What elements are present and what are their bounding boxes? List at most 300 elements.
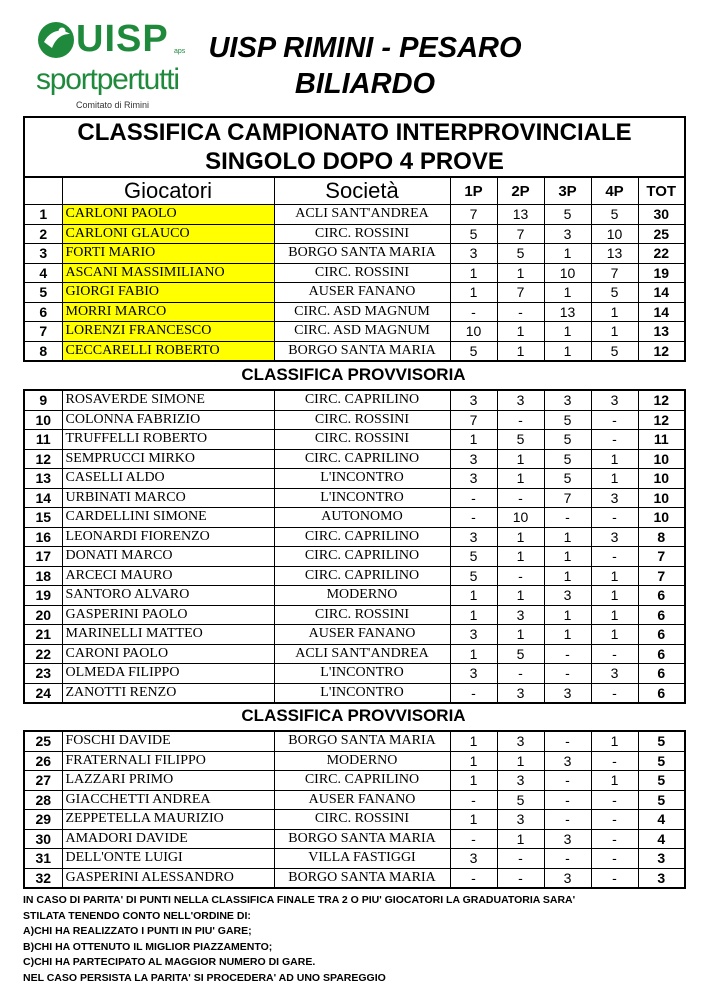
table-row bbox=[24, 751, 685, 771]
table-row bbox=[24, 644, 685, 664]
score-2p-cell: 13 bbox=[497, 205, 544, 225]
rank-cell: 7 bbox=[24, 322, 62, 342]
score-4p-cell: 1 bbox=[591, 771, 638, 791]
club-cell: AUSER FANANO bbox=[274, 283, 450, 303]
table-row bbox=[24, 302, 685, 322]
total-cell: 5 bbox=[638, 790, 685, 810]
rank-cell: 30 bbox=[24, 829, 62, 849]
score-4p-cell: 1 bbox=[591, 302, 638, 322]
score-3p-cell: - bbox=[544, 731, 591, 751]
player-name-cell: FORTI MARIO bbox=[62, 244, 274, 264]
table-row bbox=[24, 731, 685, 751]
score-1p-cell: - bbox=[450, 302, 497, 322]
table-row bbox=[24, 263, 685, 283]
score-4p-cell: 3 bbox=[591, 390, 638, 410]
club-cell: MODERNO bbox=[274, 586, 450, 606]
score-2p-cell: 7 bbox=[497, 224, 544, 244]
player-name-cell: MORRI MARCO bbox=[62, 302, 274, 322]
score-1p-cell: 10 bbox=[450, 322, 497, 342]
col-header-1p: 1P bbox=[450, 177, 497, 205]
player-name-cell: ARCECI MAURO bbox=[62, 566, 274, 586]
table-row bbox=[24, 322, 685, 342]
document-title: UISP RIMINI - PESARO bbox=[208, 32, 522, 64]
rank-cell: 23 bbox=[24, 664, 62, 684]
total-cell: 30 bbox=[638, 205, 685, 225]
score-1p-cell: 5 bbox=[450, 566, 497, 586]
provisional-table-1 bbox=[23, 389, 686, 704]
score-1p-cell: 1 bbox=[450, 644, 497, 664]
score-2p-cell: 3 bbox=[497, 683, 544, 703]
score-2p-cell: 1 bbox=[497, 263, 544, 283]
score-1p-cell: 1 bbox=[450, 751, 497, 771]
logo-aps: aps bbox=[174, 48, 186, 55]
table-row bbox=[24, 849, 685, 869]
score-4p-cell: 3 bbox=[591, 664, 638, 684]
section2-title: CLASSIFICA PROVVISORIA bbox=[241, 365, 466, 384]
score-3p-cell: 1 bbox=[544, 605, 591, 625]
score-2p-cell: 1 bbox=[497, 341, 544, 361]
score-2p-cell: 5 bbox=[497, 644, 544, 664]
club-cell: CIRC. ROSSINI bbox=[274, 410, 450, 430]
col-header-2p: 2P bbox=[497, 177, 544, 205]
col-header-tot: TOT bbox=[638, 177, 685, 205]
player-name-cell: DELL'ONTE LUIGI bbox=[62, 849, 274, 869]
club-cell: CIRC. ROSSINI bbox=[274, 263, 450, 283]
score-3p-cell: 1 bbox=[544, 322, 591, 342]
player-name-cell: ROSAVERDE SIMONE bbox=[62, 390, 274, 410]
club-cell: VILLA FASTIGGI bbox=[274, 849, 450, 869]
club-cell: CIRC. ROSSINI bbox=[274, 605, 450, 625]
score-1p-cell: - bbox=[450, 868, 497, 888]
player-name-cell: CARLONI PAOLO bbox=[62, 205, 274, 225]
score-3p-cell: - bbox=[544, 810, 591, 830]
rank-cell: 12 bbox=[24, 449, 62, 469]
main-table-title-line1: CLASSIFICA CAMPIONATO INTERPROVINCIALE bbox=[77, 119, 632, 146]
table-row bbox=[24, 586, 685, 606]
rank-cell: 10 bbox=[24, 410, 62, 430]
total-cell: 6 bbox=[638, 683, 685, 703]
total-cell: 5 bbox=[638, 771, 685, 791]
total-cell: 6 bbox=[638, 664, 685, 684]
total-cell: 12 bbox=[638, 390, 685, 410]
score-3p-cell: 1 bbox=[544, 341, 591, 361]
score-2p-cell: - bbox=[497, 566, 544, 586]
table-row bbox=[24, 829, 685, 849]
score-4p-cell: 1 bbox=[591, 586, 638, 606]
club-cell: AUTONOMO bbox=[274, 508, 450, 528]
club-cell: BORGO SANTA MARIA bbox=[274, 868, 450, 888]
total-cell: 12 bbox=[638, 410, 685, 430]
club-cell: ACLI SANT'ANDREA bbox=[274, 644, 450, 664]
rank-cell: 13 bbox=[24, 469, 62, 489]
score-2p-cell: 3 bbox=[497, 390, 544, 410]
club-cell: CIRC. CAPRILINO bbox=[274, 547, 450, 567]
logo-committee: Comitato di Rimini bbox=[76, 100, 150, 110]
main-standings-table bbox=[23, 116, 686, 362]
table-row bbox=[24, 508, 685, 528]
table-row bbox=[24, 244, 685, 264]
note-line: A)CHI HA REALIZZATO I PUNTI IN PIU' GARE; bbox=[23, 925, 252, 937]
score-1p-cell: 3 bbox=[450, 390, 497, 410]
rank-cell: 9 bbox=[24, 390, 62, 410]
score-2p-cell: 1 bbox=[497, 751, 544, 771]
score-4p-cell: 3 bbox=[591, 527, 638, 547]
provisional-table-2 bbox=[23, 730, 686, 889]
score-4p-cell: - bbox=[591, 829, 638, 849]
col-header-4p: 4P bbox=[591, 177, 638, 205]
club-cell: BORGO SANTA MARIA bbox=[274, 244, 450, 264]
score-4p-cell: 5 bbox=[591, 341, 638, 361]
rank-cell: 22 bbox=[24, 644, 62, 664]
table-row bbox=[24, 810, 685, 830]
player-name-cell: CASELLI ALDO bbox=[62, 469, 274, 489]
uisp-logo bbox=[36, 18, 186, 113]
score-1p-cell: 5 bbox=[450, 224, 497, 244]
score-3p-cell: - bbox=[544, 771, 591, 791]
total-cell: 3 bbox=[638, 868, 685, 888]
score-1p-cell: 1 bbox=[450, 586, 497, 606]
score-1p-cell: 5 bbox=[450, 547, 497, 567]
player-name-cell: FOSCHI DAVIDE bbox=[62, 731, 274, 751]
score-3p-cell: 3 bbox=[544, 586, 591, 606]
score-4p-cell: - bbox=[591, 868, 638, 888]
score-3p-cell: 3 bbox=[544, 751, 591, 771]
table-row bbox=[24, 790, 685, 810]
total-cell: 8 bbox=[638, 527, 685, 547]
player-name-cell: CARONI PAOLO bbox=[62, 644, 274, 664]
total-cell: 5 bbox=[638, 731, 685, 751]
total-cell: 10 bbox=[638, 469, 685, 489]
score-4p-cell: - bbox=[591, 644, 638, 664]
score-3p-cell: 5 bbox=[544, 410, 591, 430]
club-cell: CIRC. ROSSINI bbox=[274, 224, 450, 244]
table-row bbox=[24, 488, 685, 508]
score-2p-cell: 1 bbox=[497, 449, 544, 469]
score-4p-cell: - bbox=[591, 430, 638, 450]
club-cell: L'INCONTRO bbox=[274, 683, 450, 703]
score-1p-cell: 3 bbox=[450, 849, 497, 869]
table-row bbox=[24, 625, 685, 645]
total-cell: 7 bbox=[638, 547, 685, 567]
score-2p-cell: - bbox=[497, 664, 544, 684]
player-name-cell: CARLONI GLAUCO bbox=[62, 224, 274, 244]
provisional-table-2-body bbox=[24, 731, 685, 888]
club-cell: AUSER FANANO bbox=[274, 790, 450, 810]
rank-cell: 21 bbox=[24, 625, 62, 645]
table-row bbox=[24, 430, 685, 450]
score-4p-cell: 3 bbox=[591, 488, 638, 508]
rank-cell: 19 bbox=[24, 586, 62, 606]
score-2p-cell: 7 bbox=[497, 283, 544, 303]
rank-cell: 8 bbox=[24, 341, 62, 361]
player-name-cell: ASCANI MASSIMILIANO bbox=[62, 263, 274, 283]
rank-cell: 3 bbox=[24, 244, 62, 264]
rank-cell: 14 bbox=[24, 488, 62, 508]
player-name-cell: LAZZARI PRIMO bbox=[62, 771, 274, 791]
score-2p-cell: 1 bbox=[497, 547, 544, 567]
rank-cell: 11 bbox=[24, 430, 62, 450]
table-row bbox=[24, 527, 685, 547]
score-3p-cell: 1 bbox=[544, 244, 591, 264]
player-name-cell: SEMPRUCCI MIRKO bbox=[62, 449, 274, 469]
note-line: NEL CASO PERSISTA LA PARITA' SI PROCEDERA' AD UNO SPAREGGIO bbox=[23, 971, 386, 984]
rank-cell: 16 bbox=[24, 527, 62, 547]
score-3p-cell: 7 bbox=[544, 488, 591, 508]
player-name-cell: SANTORO ALVARO bbox=[62, 586, 274, 606]
score-2p-cell: 10 bbox=[497, 508, 544, 528]
main-table-title bbox=[24, 117, 685, 177]
rank-cell: 26 bbox=[24, 751, 62, 771]
table-row bbox=[24, 683, 685, 703]
score-3p-cell: 1 bbox=[544, 283, 591, 303]
total-cell: 12 bbox=[638, 341, 685, 361]
score-3p-cell: 5 bbox=[544, 205, 591, 225]
table-row bbox=[24, 868, 685, 888]
score-2p-cell: 5 bbox=[497, 430, 544, 450]
score-3p-cell: - bbox=[544, 790, 591, 810]
score-3p-cell: 5 bbox=[544, 449, 591, 469]
total-cell: 6 bbox=[638, 586, 685, 606]
player-name-cell: CECCARELLI ROBERTO bbox=[62, 341, 274, 361]
score-3p-cell: 1 bbox=[544, 625, 591, 645]
table-row bbox=[24, 341, 685, 361]
score-3p-cell: 10 bbox=[544, 263, 591, 283]
main-table-body bbox=[24, 205, 685, 362]
player-name-cell: MARINELLI MATTEO bbox=[62, 625, 274, 645]
score-4p-cell: - bbox=[591, 547, 638, 567]
uisp-athlete-icon bbox=[36, 20, 76, 60]
score-1p-cell: - bbox=[450, 488, 497, 508]
score-4p-cell: 5 bbox=[591, 283, 638, 303]
table-row bbox=[24, 547, 685, 567]
score-2p-cell: 1 bbox=[497, 829, 544, 849]
rank-cell: 5 bbox=[24, 283, 62, 303]
table-row bbox=[24, 771, 685, 791]
score-3p-cell: 3 bbox=[544, 683, 591, 703]
club-cell: L'INCONTRO bbox=[274, 488, 450, 508]
score-3p-cell: 3 bbox=[544, 224, 591, 244]
total-cell: 5 bbox=[638, 751, 685, 771]
score-2p-cell: - bbox=[497, 302, 544, 322]
score-4p-cell: - bbox=[591, 751, 638, 771]
rank-cell: 27 bbox=[24, 771, 62, 791]
score-1p-cell: 1 bbox=[450, 430, 497, 450]
player-name-cell: LORENZI FRANCESCO bbox=[62, 322, 274, 342]
club-cell: MODERNO bbox=[274, 751, 450, 771]
club-cell: CIRC. CAPRILINO bbox=[274, 566, 450, 586]
rank-cell: 25 bbox=[24, 731, 62, 751]
score-4p-cell: - bbox=[591, 683, 638, 703]
score-1p-cell: 3 bbox=[450, 244, 497, 264]
total-cell: 4 bbox=[638, 829, 685, 849]
score-4p-cell: 1 bbox=[591, 731, 638, 751]
club-cell: CIRC. CAPRILINO bbox=[274, 527, 450, 547]
score-2p-cell: 3 bbox=[497, 771, 544, 791]
total-cell: 10 bbox=[638, 508, 685, 528]
player-name-cell: GASPERINI PAOLO bbox=[62, 605, 274, 625]
rank-cell: 28 bbox=[24, 790, 62, 810]
score-4p-cell: 1 bbox=[591, 605, 638, 625]
score-4p-cell: 7 bbox=[591, 263, 638, 283]
rank-cell: 2 bbox=[24, 224, 62, 244]
score-4p-cell: 1 bbox=[591, 625, 638, 645]
club-cell: AUSER FANANO bbox=[274, 625, 450, 645]
player-name-cell: COLONNA FABRIZIO bbox=[62, 410, 274, 430]
total-cell: 10 bbox=[638, 449, 685, 469]
club-cell: BORGO SANTA MARIA bbox=[274, 731, 450, 751]
table-row bbox=[24, 605, 685, 625]
table-row bbox=[24, 664, 685, 684]
score-1p-cell: - bbox=[450, 829, 497, 849]
total-cell: 19 bbox=[638, 263, 685, 283]
table-row bbox=[24, 205, 685, 225]
player-name-cell: ZEPPETELLA MAURIZIO bbox=[62, 810, 274, 830]
total-cell: 4 bbox=[638, 810, 685, 830]
score-2p-cell: - bbox=[497, 849, 544, 869]
score-2p-cell: 3 bbox=[497, 810, 544, 830]
score-2p-cell: 1 bbox=[497, 586, 544, 606]
score-4p-cell: - bbox=[591, 790, 638, 810]
total-cell: 10 bbox=[638, 488, 685, 508]
score-1p-cell: - bbox=[450, 508, 497, 528]
club-cell: BORGO SANTA MARIA bbox=[274, 829, 450, 849]
player-name-cell: DONATI MARCO bbox=[62, 547, 274, 567]
logo-tagline: sportpertutti bbox=[36, 63, 179, 96]
club-cell: CIRC. CAPRILINO bbox=[274, 449, 450, 469]
score-2p-cell: 5 bbox=[497, 790, 544, 810]
score-1p-cell: 1 bbox=[450, 263, 497, 283]
score-1p-cell: - bbox=[450, 683, 497, 703]
score-2p-cell: - bbox=[497, 488, 544, 508]
score-4p-cell: - bbox=[591, 410, 638, 430]
score-2p-cell: 1 bbox=[497, 625, 544, 645]
provisional-table-1-body bbox=[24, 390, 685, 703]
tiebreak-notes bbox=[23, 893, 693, 986]
score-1p-cell: 7 bbox=[450, 205, 497, 225]
player-name-cell: GASPERINI ALESSANDRO bbox=[62, 868, 274, 888]
rank-cell: 29 bbox=[24, 810, 62, 830]
rank-cell: 31 bbox=[24, 849, 62, 869]
document-subtitle-text: BILIARDO bbox=[294, 68, 436, 100]
total-cell: 6 bbox=[638, 605, 685, 625]
score-1p-cell: 1 bbox=[450, 283, 497, 303]
col-header-players: Giocatori bbox=[62, 177, 274, 205]
table-row bbox=[24, 224, 685, 244]
rank-cell: 18 bbox=[24, 566, 62, 586]
score-4p-cell: - bbox=[591, 810, 638, 830]
score-3p-cell: - bbox=[544, 508, 591, 528]
score-1p-cell: 3 bbox=[450, 664, 497, 684]
total-cell: 6 bbox=[638, 644, 685, 664]
rank-cell: 17 bbox=[24, 547, 62, 567]
club-cell: CIRC. CAPRILINO bbox=[274, 390, 450, 410]
score-3p-cell: - bbox=[544, 849, 591, 869]
score-2p-cell: 3 bbox=[497, 731, 544, 751]
score-3p-cell: 3 bbox=[544, 829, 591, 849]
note-line: C)CHI HA PARTECIPATO AL MAGGIOR NUMERO DI GARE. bbox=[23, 956, 316, 968]
total-cell: 7 bbox=[638, 566, 685, 586]
club-cell: CIRC. ASD MAGNUM bbox=[274, 322, 450, 342]
score-3p-cell: 1 bbox=[544, 547, 591, 567]
club-cell: ACLI SANT'ANDREA bbox=[274, 205, 450, 225]
document-subtitle bbox=[190, 66, 540, 102]
note-line: B)CHI HA OTTENUTO IL MIGLIOR PIAZZAMENTO; bbox=[23, 940, 273, 953]
score-1p-cell: 1 bbox=[450, 731, 497, 751]
rank-cell: 32 bbox=[24, 868, 62, 888]
score-2p-cell: 1 bbox=[497, 527, 544, 547]
score-1p-cell: 1 bbox=[450, 605, 497, 625]
table-row bbox=[24, 283, 685, 303]
score-4p-cell: 1 bbox=[591, 449, 638, 469]
score-1p-cell: 3 bbox=[450, 625, 497, 645]
table-row bbox=[24, 566, 685, 586]
player-name-cell: TRUFFELLI ROBERTO bbox=[62, 430, 274, 450]
score-2p-cell: 5 bbox=[497, 244, 544, 264]
player-name-cell: GIORGI FABIO bbox=[62, 283, 274, 303]
rank-cell: 1 bbox=[24, 205, 62, 225]
total-cell: 11 bbox=[638, 430, 685, 450]
total-cell: 22 bbox=[638, 244, 685, 264]
table-row bbox=[24, 469, 685, 489]
total-cell: 13 bbox=[638, 322, 685, 342]
score-4p-cell: 10 bbox=[591, 224, 638, 244]
score-1p-cell: 3 bbox=[450, 527, 497, 547]
player-name-cell: AMADORI DAVIDE bbox=[62, 829, 274, 849]
club-cell: BORGO SANTA MARIA bbox=[274, 341, 450, 361]
score-3p-cell: 1 bbox=[544, 527, 591, 547]
score-3p-cell: 5 bbox=[544, 430, 591, 450]
score-1p-cell: 7 bbox=[450, 410, 497, 430]
logo-brand: UISP bbox=[76, 18, 169, 60]
score-2p-cell: 1 bbox=[497, 469, 544, 489]
score-1p-cell: - bbox=[450, 790, 497, 810]
rank-cell: 24 bbox=[24, 683, 62, 703]
score-3p-cell: - bbox=[544, 664, 591, 684]
club-cell: CIRC. ASD MAGNUM bbox=[274, 302, 450, 322]
col-header-club: Società bbox=[274, 177, 450, 205]
total-cell: 14 bbox=[638, 283, 685, 303]
score-2p-cell: 1 bbox=[497, 322, 544, 342]
score-4p-cell: 1 bbox=[591, 566, 638, 586]
score-1p-cell: 3 bbox=[450, 469, 497, 489]
main-table-title-line2: SINGOLO DOPO 4 PROVE bbox=[205, 148, 504, 175]
rank-cell: 20 bbox=[24, 605, 62, 625]
score-3p-cell: 3 bbox=[544, 390, 591, 410]
table-row bbox=[24, 390, 685, 410]
rank-cell: 6 bbox=[24, 302, 62, 322]
club-cell: L'INCONTRO bbox=[274, 664, 450, 684]
score-3p-cell: 5 bbox=[544, 469, 591, 489]
score-1p-cell: 3 bbox=[450, 449, 497, 469]
table-row bbox=[24, 410, 685, 430]
table-header-row bbox=[24, 177, 685, 205]
score-2p-cell: 3 bbox=[497, 605, 544, 625]
club-cell: CIRC. CAPRILINO bbox=[274, 771, 450, 791]
player-name-cell: OLMEDA FILIPPO bbox=[62, 664, 274, 684]
col-header-3p: 3P bbox=[544, 177, 591, 205]
player-name-cell: ZANOTTI RENZO bbox=[62, 683, 274, 703]
score-4p-cell: - bbox=[591, 849, 638, 869]
club-cell: CIRC. ROSSINI bbox=[274, 810, 450, 830]
score-1p-cell: 5 bbox=[450, 341, 497, 361]
score-4p-cell: 1 bbox=[591, 322, 638, 342]
player-name-cell: FRATERNALI FILIPPO bbox=[62, 751, 274, 771]
score-4p-cell: 13 bbox=[591, 244, 638, 264]
score-3p-cell: 3 bbox=[544, 868, 591, 888]
score-4p-cell: - bbox=[591, 508, 638, 528]
player-name-cell: CARDELLINI SIMONE bbox=[62, 508, 274, 528]
club-cell: L'INCONTRO bbox=[274, 469, 450, 489]
